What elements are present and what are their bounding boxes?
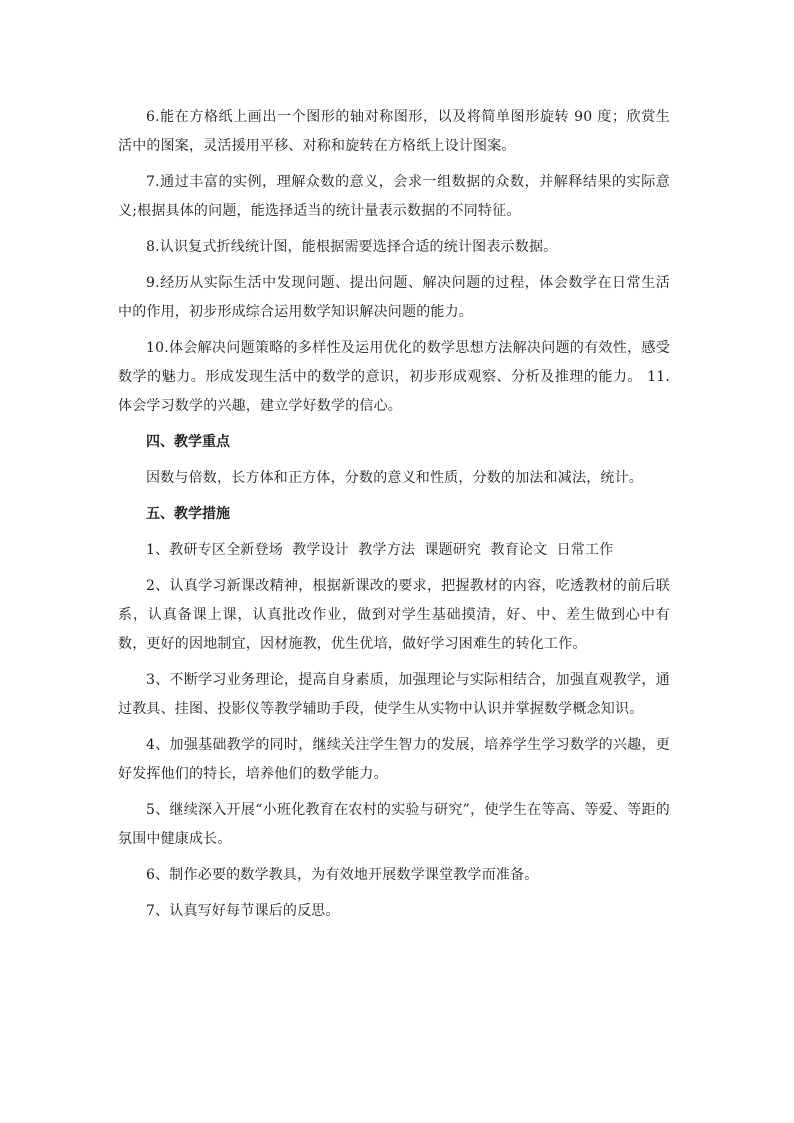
measure-item-2: 2、认真学习新课改精神，根据新课改的要求，把握教材的内容，吃透教材的前后联系，认真备课上课，认真批改作业，做到对学生基础摸清，好、中、差生做到心中有数，更好的因地制宜，因材施教，优生优培，做好学习困难生的转化工作。	[118, 578, 670, 652]
measure-item-1: 1、教研专区全新登场 教学设计 教学方法 课题研究 教育论文 日常工作	[146, 542, 614, 558]
section-heading-key-points: 四、教学重点	[146, 434, 230, 450]
objective-item-10: 10.体会解决问题策略的多样性及运用优化的数学思想方法解决问题的有效性，感受数学的魅力。形成发现生活中的数学的意识，初步形成观察、分析及推理的能力。 11.体会学习数学的兴趣，建立学好数学的信心。	[118, 340, 670, 414]
objective-item-7: 7.通过丰富的实例，理解众数的意义，会求一组数据的众数，并解释结果的实际意义;根据具体的问题，能选择适当的统计量表示数据的不同特征。	[118, 174, 670, 219]
objective-item-8: 8.认识复式折线统计图，能根据需要选择合适的统计图表示数据。	[146, 239, 558, 255]
measure-item-3: 3、不断学习业务理论，提高自身素质，加强理论与实际相结合，加强直观教学，通过教具、挂图、投影仪等教学辅助手段，使学生从实物中认识并掌握数学概念知识。	[118, 672, 670, 717]
measure-item-7: 7、认真写好每节课后的反思。	[146, 903, 340, 919]
measure-item-4: 4、加强基础教学的同时，继续关注学生智力的发展，培养学生学习数学的兴趣，更好发挥他们的特长，培养他们的数学能力。	[118, 737, 670, 782]
measure-item-6: 6、制作必要的数学教具，为有效地开展数学课堂教学而准备。	[146, 867, 539, 883]
section-heading-measures: 五、教学措施	[146, 506, 230, 522]
measure-item-5: 5、继续深入开展“小班化教育在农村的实验与研究”，使学生在等高、等爱、等距的氛围中健康成长。	[118, 802, 670, 847]
document-body	[118, 103, 670, 933]
key-points-text: 因数与倍数，长方体和正方体，分数的意义和性质，分数的加法和减法，统计。	[146, 470, 643, 486]
objective-item-6: 6.能在方格纸上画出一个图形的轴对称图形，以及将简单图形旋转 90 度；欣赏生活中的图案，灵活援用平移、对称和旋转在方格纸上设计图案。	[118, 109, 670, 154]
objective-item-9: 9.经历从实际生活中发现问题、提出问题、解决问题的过程，体会数学在日常生活中的作用，初步形成综合运用数学知识解决问题的能力。	[118, 275, 670, 320]
